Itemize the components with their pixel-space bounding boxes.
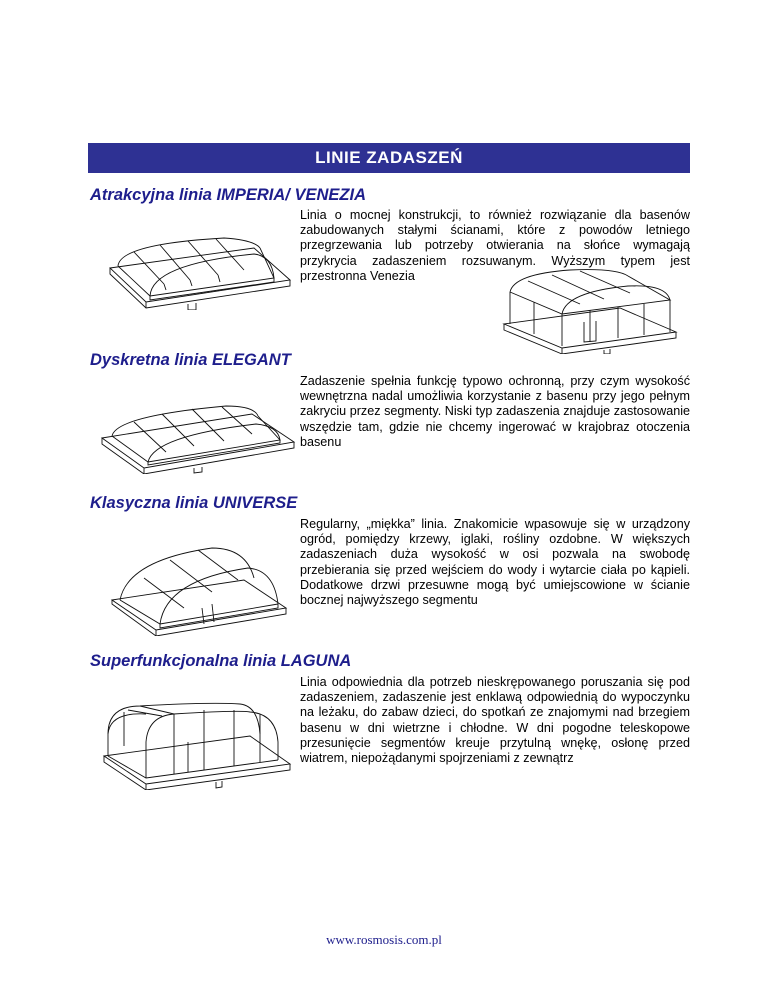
heading-laguna: Superfunkcjonalna linia LAGUNA xyxy=(90,652,352,670)
text-elegant: Zadaszenie spełnia funkcję typowo ochronną, przy czym wysokość wewnętrzna nadal umożliwia korzystanie z basenu przy jego pełnym zakryciu przez segmenty. Niski typ zadaszenia znajduje zastosowanie wszędzie tam, gdzie nie chcemy ingerować w krajobraz otoczenia basenu xyxy=(300,374,690,449)
banner-title: LINIE ZADASZEŃ xyxy=(315,148,463,167)
venezia-enclosure-illustration xyxy=(500,262,680,354)
imperia-enclosure-illustration xyxy=(104,228,294,310)
footer-url[interactable]: www.rosmosis.com.pl xyxy=(326,932,442,947)
text-universe: Regularny, „miękka” linia. Znakomicie wpasowuje się w urządzony ogród, pomiędzy krzewy, iglaki, rośliny ozdobne. W większych zadaszeniach duża wysokość w osi pozwala na swobodę przebierania się przed wejściem do wody i wytarcie ciała po kąpieli. Dodatkowe drzwi przesuwne mogą być umiejscowione w ścianie bocznej najwyższego segmentu xyxy=(300,517,690,608)
heading-elegant: Dyskretna linia ELEGANT xyxy=(90,351,291,369)
universe-enclosure-illustration xyxy=(108,538,290,636)
section-banner xyxy=(88,143,690,173)
heading-imperia-venezia: Atrakcyjna linia IMPERIA/ VENEZIA xyxy=(90,186,366,204)
heading-universe: Klasyczna linia UNIVERSE xyxy=(90,494,298,512)
elegant-enclosure-illustration xyxy=(96,392,298,474)
text-laguna: Linia odpowiednia dla potrzeb nieskrępowanego poruszania się pod zadaszeniem, zadaszenie jest enklawą odpowiednią do wypoczynku na leżaku, do zabaw dzieci, do spotkań ze znajomymi nad brzegiem basenu w dni wietrzne i chłodne. W dni pogodne teleskopowe przesunięcie segmentów kreuje przytulną wnękę, osłonę przed wiatrem, niepożądanymi spojrzeniami z zewnątrz xyxy=(300,675,690,766)
laguna-enclosure-illustration xyxy=(100,698,294,790)
text-imperia-venezia: Linia o mocnej konstrukcji, to również rozwiązanie dla basenów zabudowanych stałymi ścianami, które z powodów letniego przegrzewania lub potrzeby otwierania na słońce wymagają przykrycia zadaszeniem rozsuwanym. Wyższym typem jest przestronna Venezia xyxy=(300,208,690,283)
